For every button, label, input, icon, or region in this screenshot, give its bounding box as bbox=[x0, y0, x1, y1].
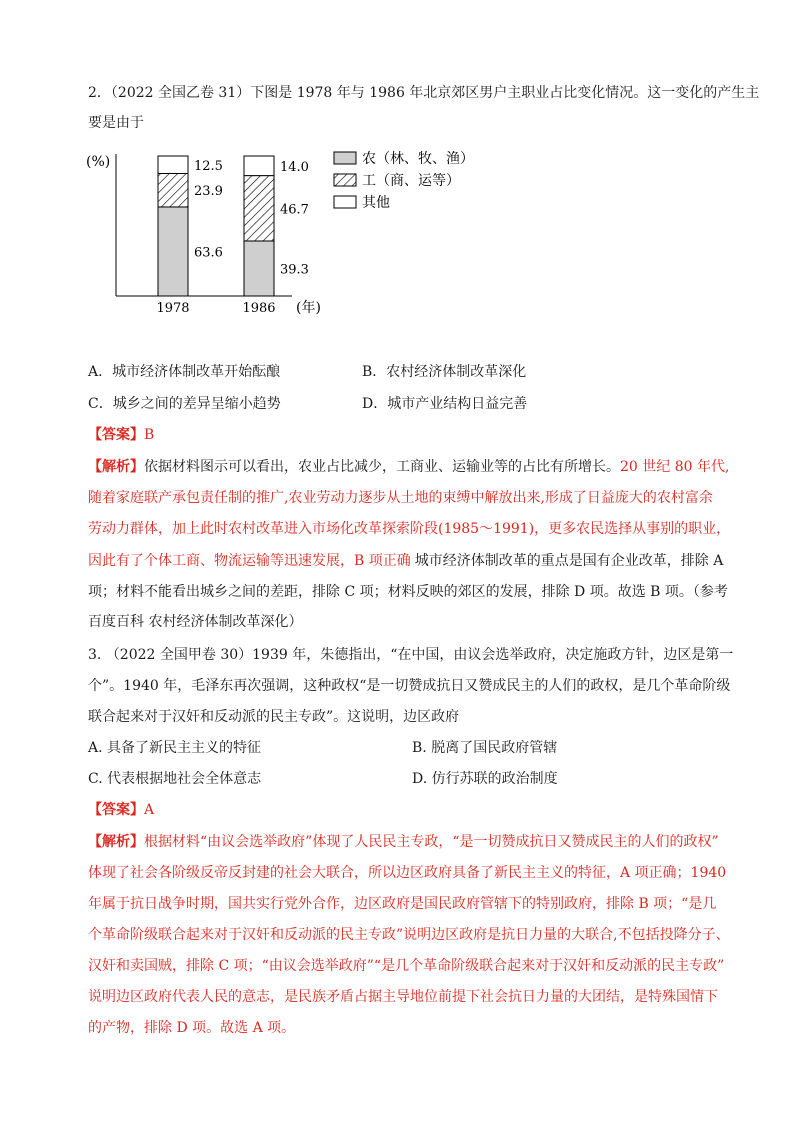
q3-option-c: C. 代表根据地社会全体意志 bbox=[88, 771, 262, 787]
q3-answer bbox=[88, 800, 154, 820]
legend-swatch bbox=[334, 174, 356, 186]
analysis-text: 依据材料图示可以看出，农业占比减少，工商业、运输业等的占比有所增长。 bbox=[144, 459, 620, 475]
q3-analysis-line6: 说明边区政府代表人民的意志，是民族矛盾占据主导地位前提下社会抗日力量的大团结，是特殊国情下 bbox=[88, 989, 718, 1005]
q2-option-c: C．城乡之间的差异呈缩小趋势 bbox=[88, 396, 281, 412]
analysis-text-red: 根据材料“由议会选举政府”体现了人民民主专政，“是一切赞成抗日又赞成民主的人们的政权” bbox=[144, 834, 719, 850]
q3-analysis-line3: 年属于抗日战争时期，国共实行党外合作，边区政府是国民政府管辖下的特别政府，排除 B 项；“是几 bbox=[88, 896, 717, 912]
bar-segment-1978-0 bbox=[158, 207, 188, 296]
data-label: 14.0 bbox=[280, 159, 309, 175]
data-label: 23.9 bbox=[194, 184, 223, 200]
answer-value: A bbox=[144, 802, 155, 818]
q2-option-a: A．城市经济体制改革开始酝酿 bbox=[88, 364, 281, 380]
bar-segment-1986-1 bbox=[244, 176, 274, 241]
q3-stem-line1: 3. （2022 全国甲卷 30）1939 年，朱德指出，“在中国，由议会选举政府，决定施政方针，边区是第一 bbox=[88, 647, 734, 663]
q3-analysis-line5: 汉奸和卖国贼，排除 C 项；“由议会选举政府”“是几个革命阶级联合起来对于汉奸和反动派的民主专政” bbox=[88, 958, 725, 974]
analysis-text-red: 20 世纪 80 年代, bbox=[620, 459, 730, 475]
legend-label: 农（林、牧、渔） bbox=[362, 151, 474, 167]
q3-option-d: D. 仿行苏联的政治制度 bbox=[412, 771, 558, 787]
q3-stem-line2: 个”。1940 年，毛泽东再次强调，这种政权“是一切赞成抗日又赞成民主的人们的政权，是几个革命阶级 bbox=[88, 678, 731, 694]
q2-stem-line1: 2．（2022 全国乙卷 31）下图是 1978 年与 1986 年北京郊区男户主职业占比变化情况。这一变化的产生主 bbox=[88, 85, 760, 101]
q2-stem-line2: 要是由于 bbox=[88, 115, 144, 131]
answer-label: 【答案】 bbox=[88, 802, 144, 818]
legend-label: 其他 bbox=[362, 195, 390, 211]
q3-analysis-line4: 个革命阶级联合起来对于汉奸和反动派的民主专政”说明边区政府是抗日力量的大联合,不包括投降分子、 bbox=[88, 927, 730, 943]
q2-option-d: D．城市产业结构日益完善 bbox=[362, 396, 528, 412]
q2-analysis-line5: 项；材料不能看出城乡之间的差距，排除 C 项；材料反映的郊区的发展，排除 D 项。故选 B 项。（参考 bbox=[88, 584, 728, 600]
data-label: 12.5 bbox=[194, 158, 223, 174]
q3-option-a: A. 具备了新民主主义的特征 bbox=[88, 740, 262, 756]
data-label: 63.6 bbox=[194, 245, 223, 261]
bar-segment-1986-2 bbox=[244, 156, 274, 176]
analysis-text-red: 因此有了个体工商、物流运输等迅速发展，B 项正确 bbox=[88, 553, 411, 569]
q3-stem-line3: 联合起来对于汉奸和反动派的民主专政”。这说明，边区政府 bbox=[88, 709, 460, 725]
q3-analysis-line7: 的产物，排除 D 项。故选 A 项。 bbox=[88, 1020, 296, 1036]
data-label: 39.3 bbox=[280, 262, 309, 278]
q2-analysis-line3: 劳动力群体，加上此时农村改革进入市场化改革探索阶段(1985～1991)，更多农民选择从事别的职业， bbox=[88, 521, 731, 537]
data-label: 46.7 bbox=[280, 202, 309, 218]
q2-option-b: B．农村经济体制改革深化 bbox=[362, 364, 527, 380]
answer-label: 【答案】 bbox=[88, 427, 144, 443]
bar-segment-1986-0 bbox=[244, 241, 274, 296]
q2-analysis-line6: 百度百科 农村经济体制改革深化） bbox=[88, 614, 303, 630]
x-axis-label: (年) bbox=[296, 300, 321, 316]
x-tick-label: 1978 bbox=[156, 301, 190, 316]
q3-analysis-line2: 体现了社会各阶级反帝反封建的社会大联合，所以边区政府具备了新民主主义的特征，A 项正确；1940 bbox=[88, 865, 727, 881]
legend-swatch bbox=[334, 152, 356, 164]
x-tick-label: 1986 bbox=[242, 301, 276, 316]
analysis-label: 【解析】 bbox=[88, 834, 144, 850]
legend-swatch bbox=[334, 196, 356, 208]
q2-analysis-line1 bbox=[88, 457, 729, 477]
q2-answer bbox=[88, 425, 154, 445]
q2-analysis-line2: 随着家庭联产承包责任制的推广,农业劳动力逐步从土地的束缚中解放出来,形成了日益庞大的农村富余 bbox=[88, 490, 713, 506]
y-axis-label: (%) bbox=[86, 154, 111, 170]
analysis-text: 城市经济体制改革的重点是国有企业改革，排除 A bbox=[414, 553, 724, 569]
bar-segment-1978-1 bbox=[158, 174, 188, 207]
bar-segment-1978-2 bbox=[158, 156, 188, 174]
q3-option-b: B. 脱离了国民政府管辖 bbox=[412, 740, 558, 756]
legend-label: 工（商、运等） bbox=[362, 173, 460, 189]
q2-analysis-line4 bbox=[88, 551, 723, 571]
q3-analysis-line1 bbox=[88, 832, 719, 852]
stacked-bar-chart bbox=[86, 146, 486, 326]
analysis-label: 【解析】 bbox=[88, 459, 144, 475]
answer-value: B bbox=[144, 427, 155, 443]
